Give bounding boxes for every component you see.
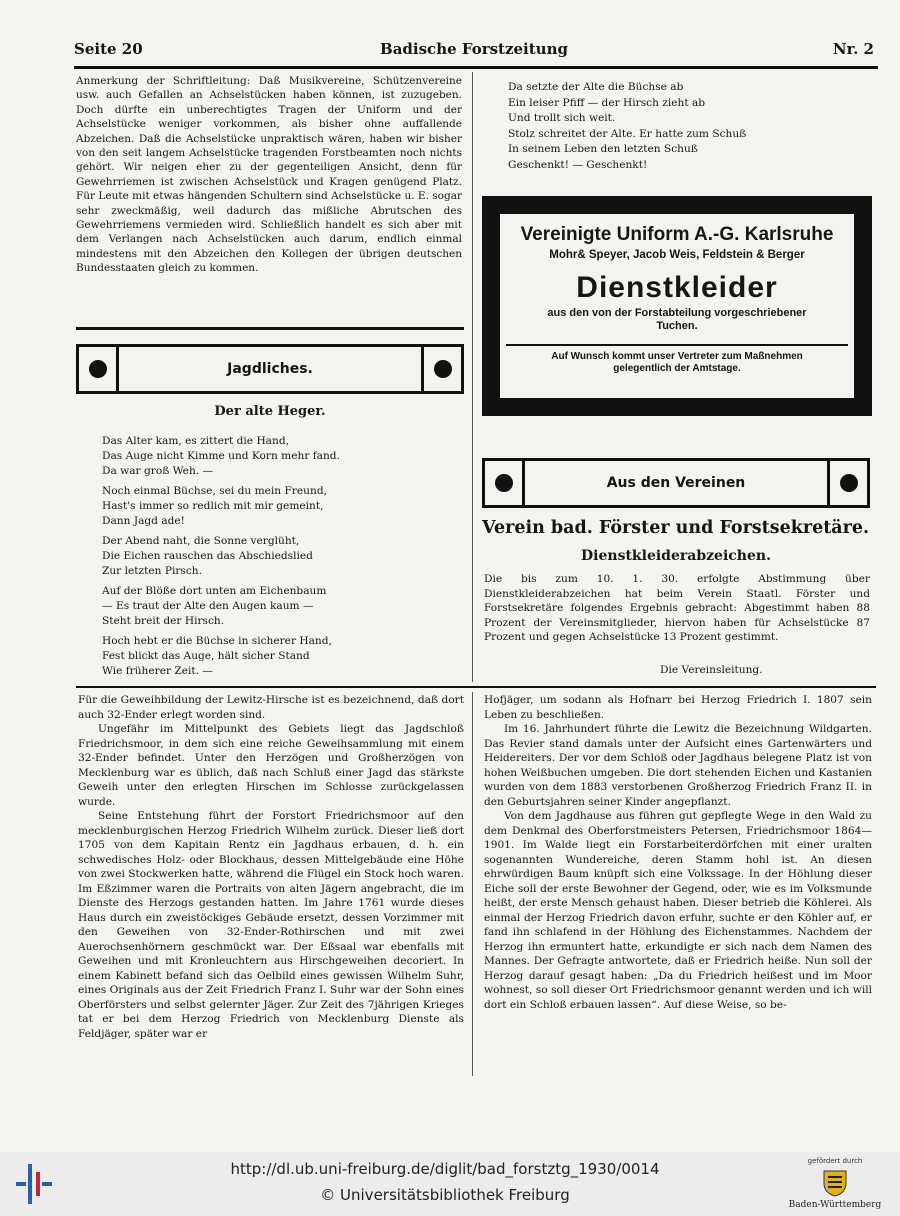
ad-subline: Tuchen. [656, 320, 698, 332]
ad-company: Vereinigte Uniform A.-G. Karlsruhe [520, 224, 834, 245]
poem-line: — Es traut der Alte den Augen kaum — [102, 600, 314, 612]
poem-continuation [508, 80, 868, 173]
ad-divider [506, 344, 848, 346]
ad-owners: Mohr& Speyer, Jacob Weis, Feldstein & Berger [549, 249, 805, 261]
article-signature: Die Vereinsleitung. [660, 664, 763, 676]
poem-line: Das Auge nicht Kimme und Korn mehr fand. [102, 450, 340, 462]
section-title: Aus den Vereinen [606, 475, 746, 491]
poem-line: Steht breit der Hirsch. [102, 615, 225, 627]
ad-subline: aus den von der Forstabteilung vorgeschriebener [547, 307, 807, 319]
advertisement [482, 196, 872, 416]
poem-title: Der alte Heger. [214, 404, 326, 419]
state-name: Baden-Württemberg [788, 1200, 882, 1210]
section-title: Jagdliches. [227, 361, 313, 377]
poem-line: Das Alter kam, es zittert die Hand, [102, 435, 289, 447]
running-header [74, 38, 874, 62]
poem-line: Da setzte der Alte die Büchse ab [508, 81, 684, 93]
poem-line: Geschenkt! — Geschenkt! [508, 158, 648, 171]
ad-note: Auf Wunsch kommt unser Vertreter zum Maßnehmen [551, 351, 803, 362]
paragraph: Im 16. Jahrhundert führte die Lewitz die Bezeichnung Wildgarten. Das Revier stand damals unter der Aufsicht eines Gartenwärters und Heidereiters. Der vor dem Schloß oder Jagdhaus belegene Platz ist von hohen Weißbuchen umgeben. Die dort stehenden Eichen und Kastanien wurden von dem 1883 verstorbenen Großherzog Friedrich Franz II. in den Geburtsjahren seiner Kinder angepflanzt. [484, 723, 872, 808]
section-rule [76, 327, 464, 330]
journal-title: Badische Forstzeitung [380, 40, 568, 58]
header-rule [74, 66, 878, 69]
stanza [102, 584, 452, 629]
source-url[interactable]: http://dl.ub.uni-freiburg.de/diglit/bad_forstztg_1930/0014 [230, 1160, 660, 1178]
column-divider [472, 72, 473, 682]
section-rule [76, 686, 876, 688]
poem-line: Fest blickt das Auge, hält sicher Stand [102, 650, 310, 662]
funded-by-label: gefördert durch [807, 1157, 863, 1165]
poem-line: Ein leiser Pfiff — der Hirsch zieht ab [508, 96, 706, 109]
poem-line: Wie früherer Zeit. — [102, 665, 213, 677]
poem-line: Der Abend naht, die Sonne verglüht, [102, 535, 300, 547]
paragraph: Hofjäger, um sodann als Hofnarr bei Herzog Friedrich I. 1807 sein Leben zu beschließen. [484, 694, 872, 721]
poem-line: Zur letzten Pirsch. [102, 565, 202, 577]
column-divider [472, 692, 473, 1076]
bullet-icon [495, 474, 513, 492]
poem-line: Stolz schreitet der Alte. Er hatte zum Schuß [508, 127, 747, 140]
poem-line: Und trollt sich weit. [508, 112, 616, 124]
poem-line: Da war groß Weh. — [102, 465, 214, 477]
article-text: Die bis zum 10. 1. 30. erfolgte Abstimmung über Dienstkleiderabzeichen hat beim Verein Staatl. Förster und Forstsekretäre folgendes Ergebnis gebracht: Abgestimmt haben 88 Prozent der Vereinsmitglieder, hiervon haben für Achselstücke 87 Prozent und gegen Achselstücke 13 Prozent gestimmt. [484, 573, 870, 643]
poem-line: Hoch hebt er die Büchse in sicherer Hand, [102, 635, 332, 647]
library-footer [0, 1152, 900, 1216]
page-number: Seite 20 [74, 40, 143, 58]
section-banner-vereine [482, 458, 870, 508]
poem-line: Noch einmal Büchse, sei du mein Freund, [102, 485, 327, 497]
library-logo-icon [12, 1162, 56, 1206]
bullet-icon [434, 360, 452, 378]
poem-line: Dann Jagd ade! [102, 515, 185, 527]
ad-headline: Dienstkleider [576, 271, 778, 304]
bullet-icon [840, 474, 858, 492]
article-subtitle: Dienstkleiderabzeichen. [581, 548, 771, 564]
poem-line: Hast's immer so redlich mit mir gemeint, [102, 500, 324, 512]
bullet-icon [89, 360, 107, 378]
poem-line: In seinem Leben den letzten Schuß [508, 143, 698, 155]
stanza [102, 434, 452, 479]
article-title: Verein bad. Förster und Forstsekretäre. [482, 518, 870, 538]
poem-line: Die Eichen rauschen das Abschiedslied [102, 550, 313, 562]
issue-number: Nr. 2 [832, 40, 874, 58]
poem-body [102, 434, 452, 684]
paragraph: Seine Entstehung führt der Forstort Friedrichsmoor auf den mecklenburgischen Herzog Friedrich Wilhelm zurück. Dieser ließ dort 1705 von dem Kapitain Rentz ein Jagdhaus erbauen, d. h. ein schwedisches Holz- oder Blockhaus, dessen Mittelgebäude eine Höhe von zwei Stockwerken hatte, während die Flügel ein Stock hoch waren. Im Eßzimmer waren die Portraits von alten Jägern angebracht, die im Dienste des Herzogs gestanden hatten. Im Jahre 1761 wurde dieses Haus durch ein zweistöckiges Gebäude ersetzt, dessen Vorzimmer mit den Geweihen von 32-Ender-Rothirschen und mit zwei Auerochsenhörnern geschmückt war. Der Eßsaal war ebenfalls mit Geweihen und mit Kronleuchtern aus Hirschgeweihen decoriert. In einem Kabinett befand sich das Oelbild eines gewissen Wilhelm Suhr, eines Originals aus der Zeit Friedrich Franz I. Suhr war der Sohn eines Oberförsters und selbst gelernter Jäger. Zur Zeit des 7jährigen Krieges tat er bei dem Herzog Friedrich von Mecklenburg Dienste als Feldjäger, später war er [78, 810, 464, 1040]
article-left-column [78, 693, 464, 1041]
paragraph: Von dem Jagdhause aus führen gut gepflegte Wege in den Wald zu dem Denkmal des Oberforstmeisters Petersen, Friedrichsmoor 1864—1901. Im Walde liegt ein Forstarbeiterdörfchen mit einer uralten sogenannten Wundereiche, deren Stamm hohl ist. An diesen ehrwürdigen Baum knüpft sich eine Volkssage. In der Höhlung dieser Eiche soll der erste Bewohner der Gegend, oder, wie es im Volksmunde heißt, der erste Mensch gehaust haben. Dieser betrieb die Köhlerei. Als einmal der Herzog Friedrich davon erfuhr, suchte er den Köhler auf, er fand ihn schlafend in der Höhlung des Eichenstammes. Nachdem der Herzog ihn ermuntert hatte, erkundigte er sich nach dem Namen des Mannes. Der Gefragte antwortete, daß er Friedrich heiße. Nun soll der Herzog darauf gesagt haben: „Da du Friedrich heißest und im Moor wohnest, so soll dieser Ort Friedrichsmoor genannt werden und ich will dort ein Schloß erbauen lassen“. Auf diese Weise, so be- [484, 810, 872, 1011]
editorial-note: Anmerkung der Schriftleitung: Daß Musikvereine, Schützenvereine usw. auch Gefallen an Achselstücken haben können, ist zuzugeben. Doch dürfte ein unberechtigtes Tragen der Uniform und der Achselstücke weniger vorkommen, als bisher ohne auffallende Abzeichen. Daß die Achselstücke unpraktisch wären, haben wir bisher von den seit langem Achselstücke tragenden Forstbeamten noch nichts gehört. Wir neigen eher zu der gegenteiligen Ansicht, denn für Gewehrriemen ist zwischen Achselstück und Kragen genügend Platz. Für Leute mit etwas hängenden Schultern sind Achselstücke u. E. sogar sehr zweckmäßig, weil dadurch das mißliche Abrutschen des Gewehrriemens vermieden wird. Schließlich handelt es sich aber mit dem Verlangen nach Achselstücken auch darum, endlich einmal mindestens mit den Abzeichen den Kollegen der übrigen deutschen Bundesstaaten gleich zu kommen. [76, 75, 462, 275]
stanza [102, 634, 452, 679]
section-banner-jagdliches [76, 344, 464, 394]
paragraph: Ungefähr im Mittelpunkt des Gebiets liegt das Jagdschloß Friedrichsmoor, in dem sich eine reiche Geweihsammlung mit einem 32-Ender befindet. Unter den Herzögen und Großherzögen von Mecklenburg war es üblich, daß nach Schluß einer Jagd das stärkste Geweih unter den erlegten Hirschen im Schlosse zurückgelassen wurde. [78, 723, 464, 808]
copyright: © Universitätsbibliothek Freiburg [320, 1186, 570, 1204]
paragraph: Für die Geweihbildung der Lewitz-Hirsche ist es bezeichnend, daß dort auch 32-Ender erlegt worden sind. [78, 694, 464, 721]
ad-note: gelegentlich der Amtstage. [613, 363, 741, 374]
state-coat-of-arms-icon [820, 1168, 850, 1198]
poem-line: Auf der Blöße dort unten am Eichenbaum [102, 585, 327, 597]
stanza [102, 484, 452, 529]
stanza [102, 534, 452, 579]
article-right-column [484, 693, 872, 1012]
